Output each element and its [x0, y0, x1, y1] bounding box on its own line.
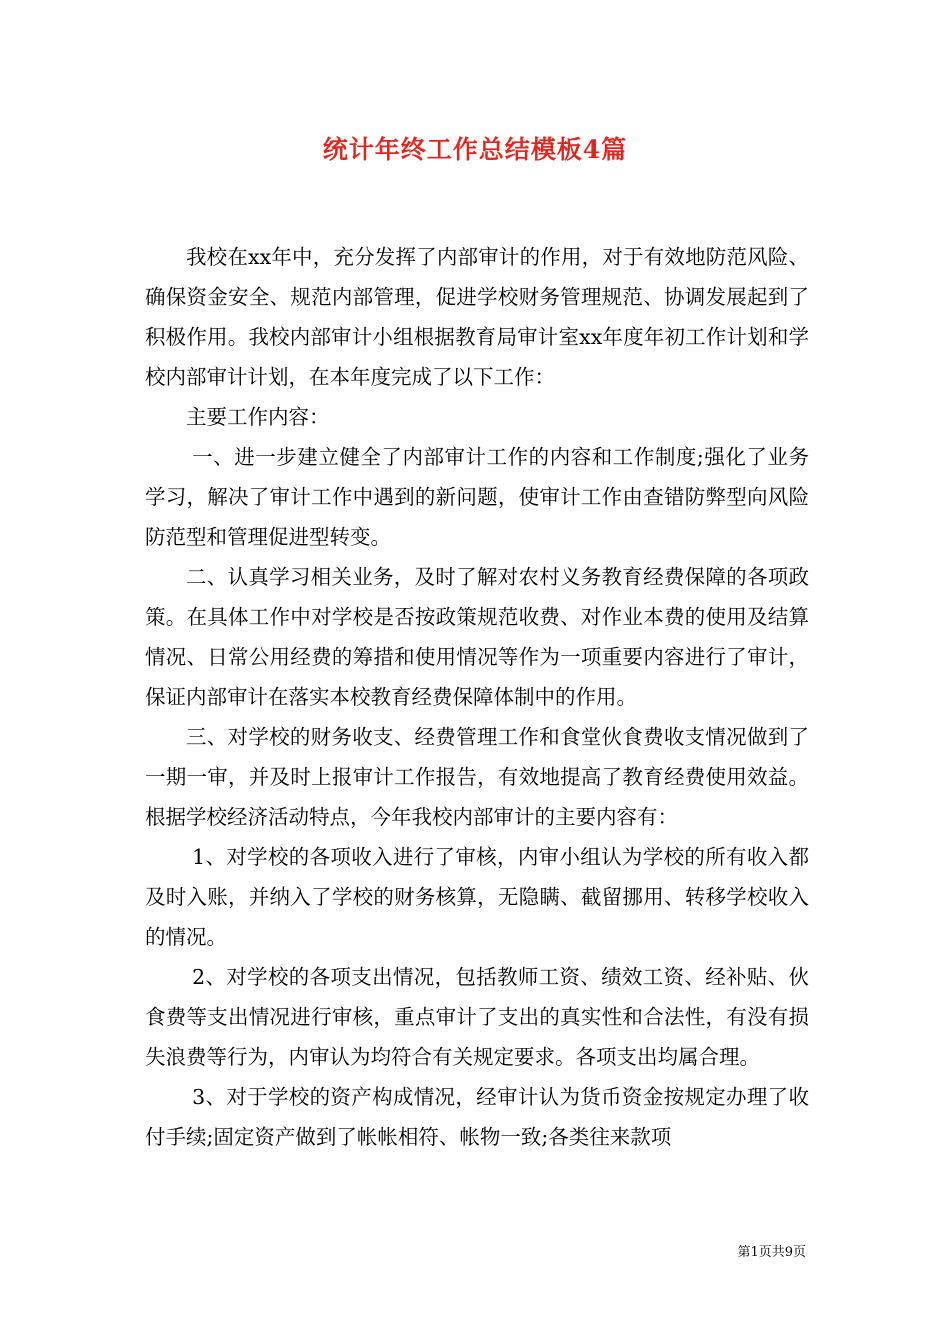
document-body: [145, 237, 809, 1157]
paragraph-section-3: 三、对学校的财务收支、经费管理工作和食堂伙食费收支情况做到了一期一审，并及时上报审计工作报告，有效地提高了教育经费使用效益。根据学校经济活动特点，今年我校内部审计的主要内容有：: [145, 725, 809, 829]
paragraph-item-2: 2、对学校的各项支出情况，包括教师工资、绩效工资、经补贴、伙食费等支出情况进行审核，重点审计了支出的真实性和合法性，有没有损失浪费等行为，内审认为均符合有关规定要求。各项支出均属合理。: [145, 965, 809, 1069]
paragraph-item-1: 1、对学校的各项收入进行了审核，内审小组认为学校的所有收入都及时入账，并纳入了学校的财务核算，无隐瞒、截留挪用、转移学校收入的情况。: [145, 845, 809, 949]
paragraph-main-content-heading: 主要工作内容：: [186, 405, 330, 429]
paragraph-section-1: 一、进一步建立健全了内部审计工作的内容和工作制度;强化了业务学习，解决了审计工作中遇到的新问题，使审计工作由查错防弊型向风险防范型和管理促进型转变。: [145, 445, 809, 549]
page-number-footer: 第1页共9页: [737, 1245, 806, 1260]
document-title: 统计年终工作总结模板4篇: [322, 135, 628, 164]
paragraph-item-3: 3、对于学校的资产构成情况，经审计认为货币资金按规定办理了收付手续;固定资产做到了帐帐相符、帐物一致;各类往来款项: [145, 1085, 809, 1149]
paragraph-section-2: 二、认真学习相关业务，及时了解对农村义务教育经费保障的各项政策。在具体工作中对学校是否按政策规范收费、对作业本费的使用及结算情况、日常公用经费的筹措和使用情况等作为一项重要内容进行了审计，保证内部审计在落实本校教育经费保障体制中的作用。: [145, 565, 809, 709]
paragraph-intro: 我校在xx年中，充分发挥了内部审计的作用，对于有效地防范风险、确保资金安全、规范内部管理，促进学校财务管理规范、协调发展起到了积极作用。我校内部审计小组根据教育局审计室xx年度年初工作计划和学校内部审计计划，在本年度完成了以下工作：: [145, 245, 809, 389]
